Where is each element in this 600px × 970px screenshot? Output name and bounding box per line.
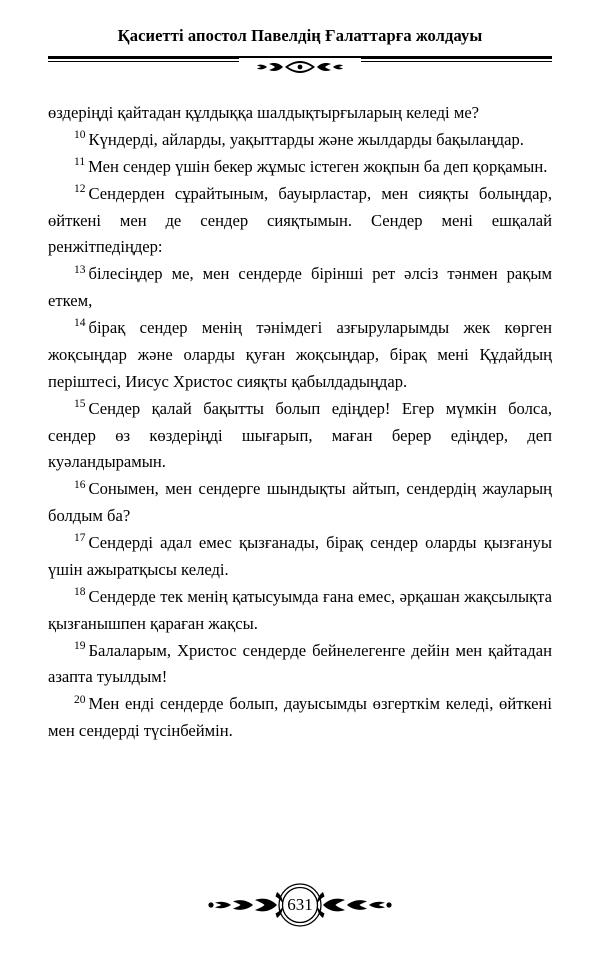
- paragraph: [48, 100, 552, 127]
- paragraph: [48, 261, 552, 315]
- verse-number: 11: [74, 156, 86, 169]
- verse-text: Күндерді, айларды, уақыттарды және жылдарды бақылаңдар.: [88, 129, 524, 149]
- paragraph: [48, 691, 552, 745]
- verse-text: өздеріңді қайтадан құлдыққа шалдықтырғыларың келеді ме?: [48, 103, 480, 122]
- paragraph: [48, 638, 552, 692]
- verse-number: 17: [74, 532, 86, 545]
- verse-text: Сонымен, мен сендерге шындықты айтып, сендердің жауларың болдым ба?: [48, 479, 552, 526]
- verse-text: Мен енді сендерде болып, дауысымды өзгерткім келеді, өйткені мен сендерді түсінбеймін.: [48, 694, 552, 741]
- verse-text: Сендерден сұрайтыным, бауырластар, мен сияқты болыңдар, өйткені мен де сендер сияқтымын. Сендер мені ешқалай ренжітпедіңдер:: [48, 183, 552, 257]
- verse-text: Сендерді адал емес қызғанады, бірақ сендер оларды қызғануы үшін ажыратқысы келеді.: [48, 533, 552, 579]
- paragraph: [48, 315, 552, 396]
- verse-number: 19: [74, 639, 86, 652]
- page-header: [48, 0, 552, 78]
- verse-text: бірақ сендер менің тәнімдегі азғыруларымды жек көрген жоқсыңдар және оларды қуған жоқсыңдар, бірақ мені Құдайдың періштесі, Иисус Христос сияқты қабылдадыңдар.: [48, 318, 552, 391]
- page-number: 631: [287, 895, 313, 914]
- verse-text: Мен сендер үшін бекер жұмыс істеген жоқпын ба деп қорқамын.: [88, 156, 548, 176]
- verse-text: Балаларым, Христос сендерде бейнелегенге дейін мен қайтадан азапта туылдым!: [48, 640, 552, 687]
- paragraph: [48, 127, 552, 154]
- verse-number: 15: [74, 398, 86, 411]
- page-footer: [0, 882, 600, 928]
- verse-number: 20: [74, 693, 86, 706]
- verse-number: 13: [74, 263, 86, 276]
- body-text: [48, 100, 552, 745]
- verse-number: 12: [74, 183, 86, 196]
- paragraph: [48, 584, 552, 638]
- verse-text: білесіңдер ме, мен сендерде бірінші рет әлсіз тәнмен рақым еткем,: [48, 264, 552, 311]
- running-title: Қасиетті апостол Павелдің Ғалаттарға жолдауы: [117, 26, 483, 45]
- verse-number: 10: [74, 129, 86, 142]
- verse-number: 16: [74, 478, 86, 491]
- paragraph: [48, 530, 552, 584]
- paragraph: [48, 476, 552, 530]
- verse-text: Сендерде тек менің қатысуымда ғана емес, әрқашан жақсылықта қызғанышпен қараған жақсы.: [48, 586, 552, 633]
- header-divider: [48, 56, 552, 78]
- verse-text: Сендер қалай бақытты болып едіңдер! Егер мүмкін болса, сендер өз көздеріңді шығарып, маған берер едіңдер, деп куәландырамын.: [48, 398, 552, 472]
- paragraph: [48, 154, 552, 181]
- verse-number: 14: [74, 317, 86, 330]
- paragraph: [48, 396, 552, 477]
- header-ornament-icon: [239, 58, 361, 76]
- paragraph: [48, 181, 552, 262]
- verse-number: 18: [74, 586, 86, 599]
